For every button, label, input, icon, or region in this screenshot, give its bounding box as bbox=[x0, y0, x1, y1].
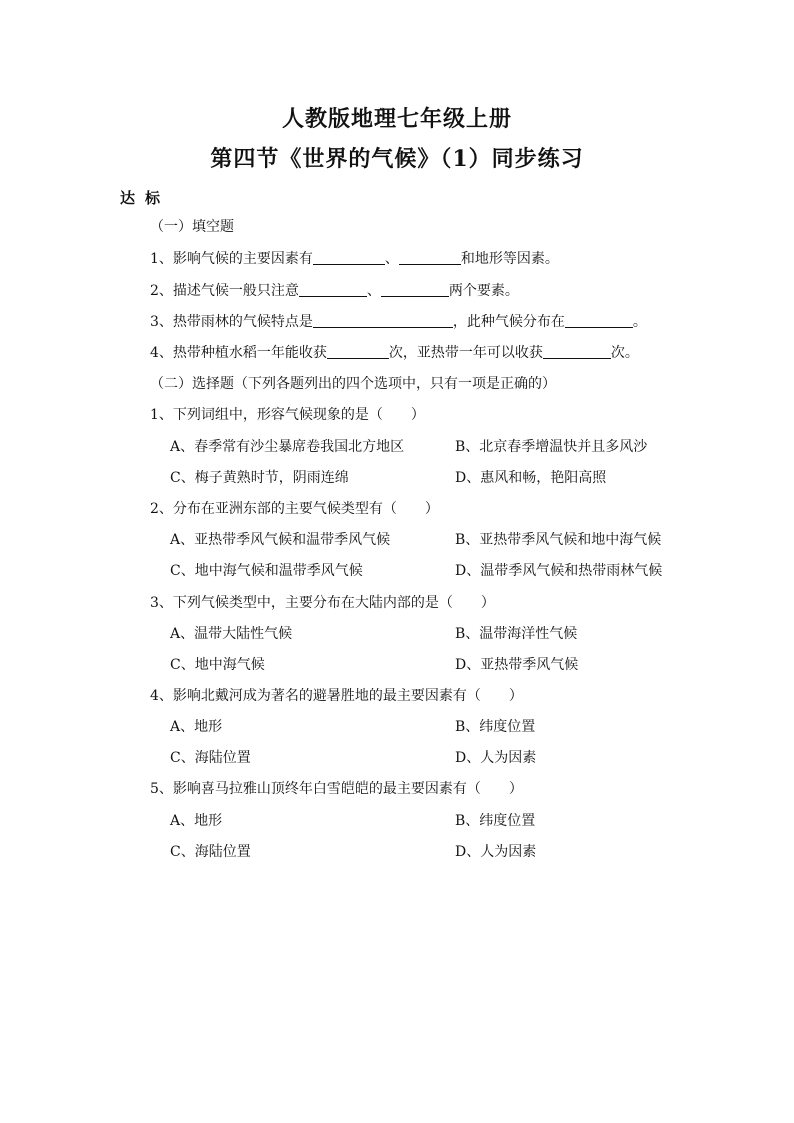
choice-option[interactable]: A、地形 bbox=[170, 719, 223, 735]
choice-option[interactable]: B、温带海洋性气候 bbox=[455, 626, 578, 642]
choice-option[interactable]: A、地形 bbox=[170, 813, 223, 829]
answer-blank[interactable] bbox=[543, 344, 611, 359]
choice-option[interactable]: C、梅子黄熟时节，阴雨连绵 bbox=[170, 470, 349, 486]
answer-blank[interactable] bbox=[327, 344, 389, 359]
section-heading: 达标 bbox=[120, 189, 171, 207]
choice-option[interactable]: B、纬度位置 bbox=[455, 719, 536, 735]
choice-option[interactable]: C、海陆位置 bbox=[170, 844, 251, 860]
choice-option[interactable]: A、温带大陆性气候 bbox=[170, 626, 293, 642]
answer-blank[interactable] bbox=[313, 313, 453, 328]
choice-option[interactable]: C、地中海气候和温带季风气候 bbox=[170, 563, 363, 579]
choice-option[interactable]: D、温带季风气候和热带雨林气候 bbox=[455, 563, 663, 579]
choice-question-5: 5、影响喜马拉雅山顶终年白雪皑皑的最主要因素有（ ） bbox=[150, 781, 523, 797]
answer-blank[interactable] bbox=[399, 250, 461, 265]
choice-option[interactable]: A、亚热带季风气候和温带季风气候 bbox=[170, 532, 391, 548]
choice-option[interactable]: B、北京春季增温快并且多风沙 bbox=[455, 439, 648, 455]
choice-question-3: 3、下列气候类型中，主要分布在大陆内部的是（ ） bbox=[150, 595, 495, 611]
choice-option[interactable]: C、地中海气候 bbox=[170, 657, 265, 673]
document-subtitle: 第四节《世界的气候》（1）同步练习 bbox=[210, 146, 584, 172]
answer-blank[interactable] bbox=[565, 313, 633, 328]
choice-option[interactable]: D、人为因素 bbox=[455, 844, 537, 860]
choice-option[interactable]: B、亚热带季风气候和地中海气候 bbox=[455, 532, 662, 548]
choice-option[interactable]: B、纬度位置 bbox=[455, 813, 536, 829]
fill-question-4: 4、热带种植水稻一年能收获 次，亚热带一年可以收获 次。 bbox=[150, 345, 639, 361]
document-title: 人教版地理七年级上册 bbox=[281, 106, 512, 132]
fill-question-1: 1、影响气候的主要因素有 、 和地形等因素。 bbox=[150, 251, 559, 267]
answer-blank[interactable] bbox=[313, 250, 385, 265]
part2-heading: （二）选择题（下列各题列出的四个选项中，只有一项是正确的） bbox=[150, 376, 556, 392]
choice-option[interactable]: D、亚热带季风气候 bbox=[455, 657, 579, 673]
part1-heading: （一）填空题 bbox=[150, 219, 234, 235]
fill-question-3: 3、热带雨林的气候特点是 ，此种气候分布在 。 bbox=[150, 314, 647, 330]
choice-option[interactable]: A、春季常有沙尘暴席卷我国北方地区 bbox=[170, 439, 405, 455]
answer-blank[interactable] bbox=[299, 282, 367, 297]
choice-question-2: 2、分布在亚洲东部的主要气候类型有（ ） bbox=[150, 501, 439, 517]
choice-option[interactable]: C、海陆位置 bbox=[170, 750, 251, 766]
choice-question-4: 4、影响北戴河成为著名的避暑胜地的最主要因素有（ ） bbox=[150, 688, 523, 704]
fill-question-2: 2、描述气候一般只注意 、 两个要素。 bbox=[150, 283, 519, 299]
answer-blank[interactable] bbox=[381, 282, 449, 297]
choice-option[interactable]: D、人为因素 bbox=[455, 750, 537, 766]
choice-question-1: 1、下列词组中，形容气候现象的是（ ） bbox=[150, 407, 425, 423]
choice-option[interactable]: D、惠风和畅，艳阳高照 bbox=[455, 470, 607, 486]
